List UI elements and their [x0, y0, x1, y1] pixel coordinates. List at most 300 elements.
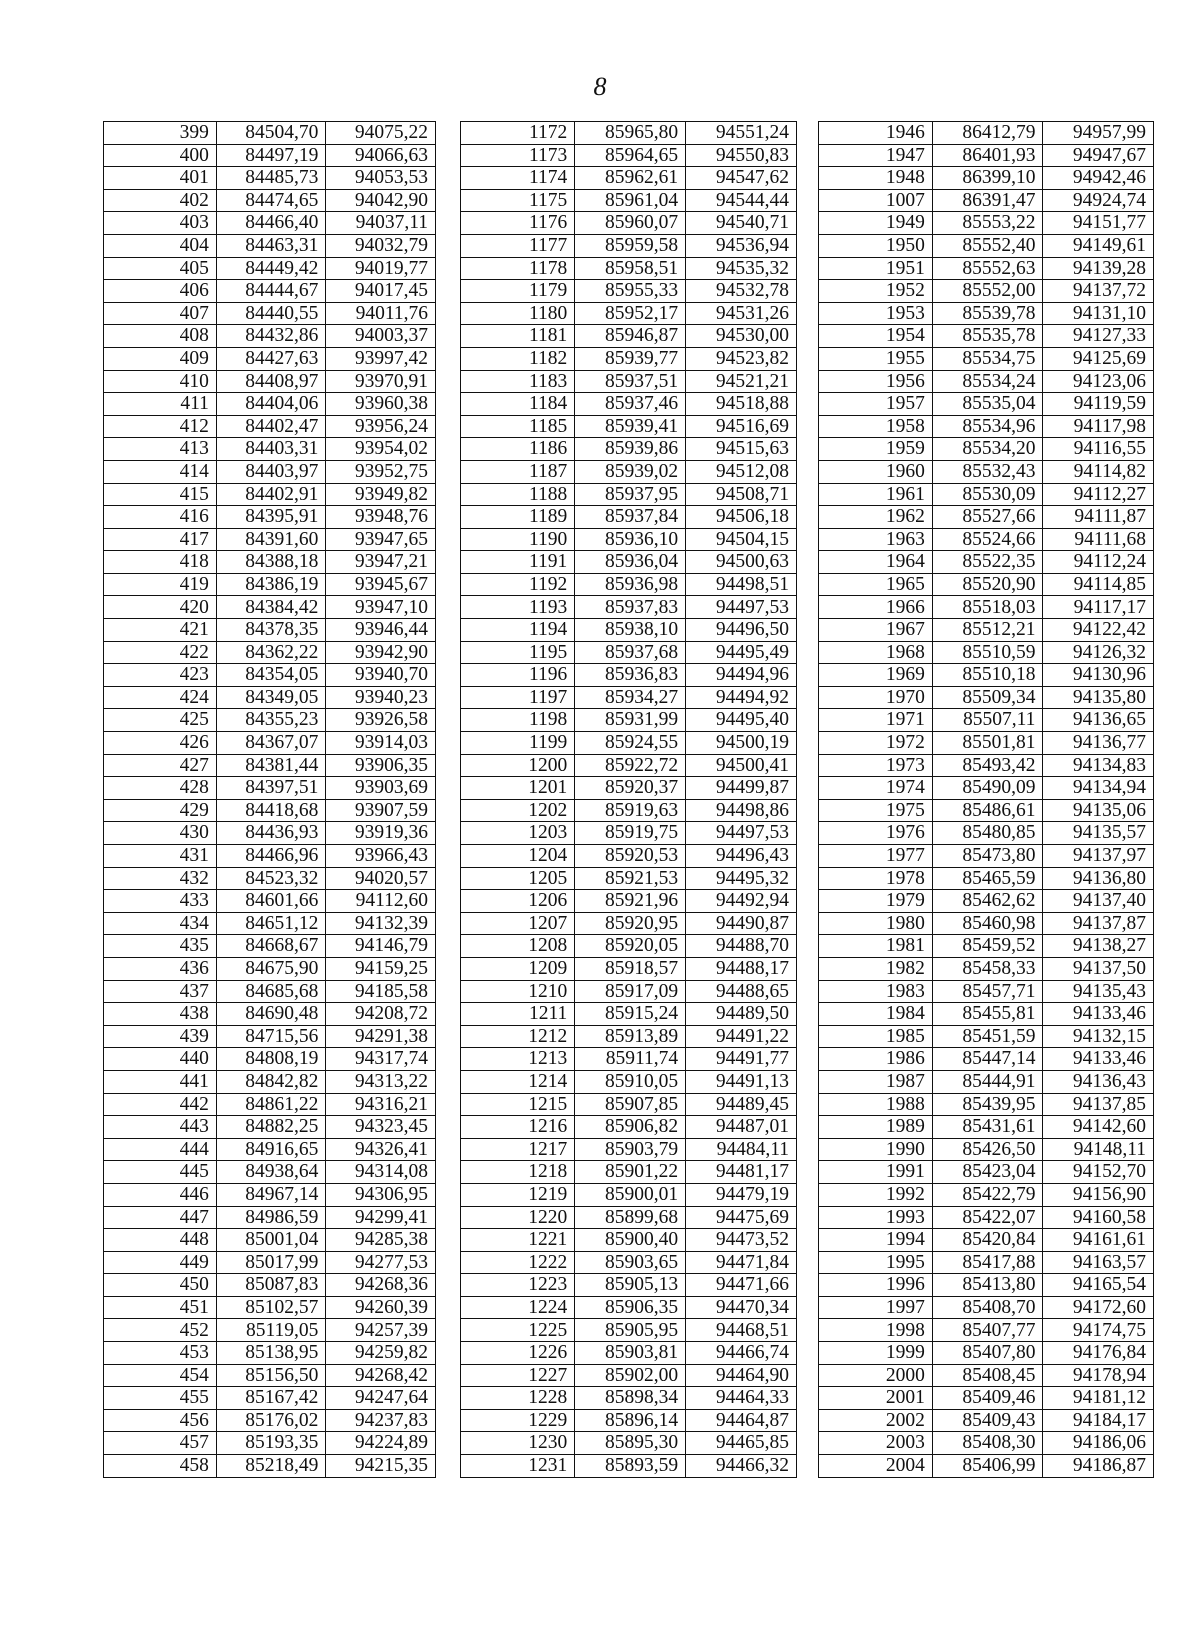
table-row — [819, 551, 1154, 574]
table-row — [819, 912, 1154, 935]
y-coordinate-cell: 94137,40 — [1043, 890, 1154, 913]
y-coordinate-cell: 94151,77 — [1043, 212, 1154, 235]
point-number-cell: 1972 — [819, 732, 933, 755]
point-number-cell: 454 — [104, 1364, 217, 1387]
table-row — [104, 393, 436, 416]
point-number-cell: 1956 — [819, 370, 933, 393]
point-number-cell: 1183 — [461, 370, 575, 393]
x-coordinate-cell: 85937,51 — [575, 370, 686, 393]
y-coordinate-cell: 93947,21 — [326, 551, 436, 574]
x-coordinate-cell: 85920,53 — [575, 845, 686, 868]
point-number-cell: 1218 — [461, 1161, 575, 1184]
point-number-cell: 417 — [104, 528, 217, 551]
x-coordinate-cell: 85903,79 — [575, 1138, 686, 1161]
y-coordinate-cell: 94130,96 — [1043, 664, 1154, 687]
x-coordinate-cell: 85522,35 — [932, 551, 1043, 574]
x-coordinate-cell: 85407,77 — [932, 1319, 1043, 1342]
y-coordinate-cell: 94957,99 — [1043, 122, 1154, 145]
x-coordinate-cell: 85510,18 — [932, 664, 1043, 687]
x-coordinate-cell: 85507,11 — [932, 709, 1043, 732]
x-coordinate-cell: 85939,77 — [575, 347, 686, 370]
point-number-cell: 1976 — [819, 822, 933, 845]
y-coordinate-cell: 94116,55 — [1043, 438, 1154, 461]
y-coordinate-cell: 94491,22 — [686, 1025, 797, 1048]
table-row — [819, 280, 1154, 303]
table-row — [819, 506, 1154, 529]
point-number-cell: 429 — [104, 799, 217, 822]
table-row — [819, 686, 1154, 709]
table-row — [461, 234, 797, 257]
point-number-cell: 2000 — [819, 1364, 933, 1387]
table-row — [104, 957, 436, 980]
y-coordinate-cell: 94317,74 — [326, 1048, 436, 1071]
y-coordinate-cell: 94465,85 — [686, 1432, 797, 1455]
y-coordinate-cell: 94148,11 — [1043, 1138, 1154, 1161]
x-coordinate-cell: 85534,75 — [932, 347, 1043, 370]
x-coordinate-cell: 85919,63 — [575, 799, 686, 822]
table-row — [104, 1183, 436, 1206]
y-coordinate-cell: 93966,43 — [326, 845, 436, 868]
table-row — [461, 1455, 797, 1478]
point-number-cell: 1231 — [461, 1455, 575, 1478]
y-coordinate-cell: 94136,80 — [1043, 867, 1154, 890]
point-number-cell: 1185 — [461, 415, 575, 438]
x-coordinate-cell: 85965,80 — [575, 122, 686, 145]
x-coordinate-cell: 85895,30 — [575, 1432, 686, 1455]
x-coordinate-cell: 85417,88 — [932, 1251, 1043, 1274]
table-row — [819, 732, 1154, 755]
point-number-cell: 1980 — [819, 912, 933, 935]
y-coordinate-cell: 94470,34 — [686, 1296, 797, 1319]
y-coordinate-cell: 94499,87 — [686, 777, 797, 800]
coordinates-table-1 — [103, 121, 436, 1478]
point-number-cell: 399 — [104, 122, 217, 145]
point-number-cell: 1993 — [819, 1206, 933, 1229]
point-number-cell: 1991 — [819, 1161, 933, 1184]
y-coordinate-cell: 94186,87 — [1043, 1455, 1154, 1478]
table-row — [461, 1342, 797, 1365]
table-row — [819, 1161, 1154, 1184]
table-row — [461, 867, 797, 890]
point-number-cell: 1952 — [819, 280, 933, 303]
point-number-cell: 401 — [104, 167, 217, 190]
x-coordinate-cell: 84402,91 — [216, 483, 326, 506]
y-coordinate-cell: 94137,72 — [1043, 280, 1154, 303]
y-coordinate-cell: 94156,90 — [1043, 1183, 1154, 1206]
x-coordinate-cell: 85915,24 — [575, 1003, 686, 1026]
x-coordinate-cell: 84418,68 — [216, 799, 326, 822]
y-coordinate-cell: 94491,13 — [686, 1070, 797, 1093]
y-coordinate-cell: 94484,11 — [686, 1138, 797, 1161]
x-coordinate-cell: 85896,14 — [575, 1409, 686, 1432]
point-number-cell: 433 — [104, 890, 217, 913]
page-number: 8 — [593, 72, 607, 101]
table-row — [104, 1251, 436, 1274]
x-coordinate-cell: 85501,81 — [932, 732, 1043, 755]
x-coordinate-cell: 84381,44 — [216, 754, 326, 777]
y-coordinate-cell: 94495,32 — [686, 867, 797, 890]
point-number-cell: 1982 — [819, 957, 933, 980]
y-coordinate-cell: 94139,28 — [1043, 257, 1154, 280]
table-row — [104, 1025, 436, 1048]
y-coordinate-cell: 94163,57 — [1043, 1251, 1154, 1274]
x-coordinate-cell: 85406,99 — [932, 1455, 1043, 1478]
point-number-cell: 435 — [104, 935, 217, 958]
point-number-cell: 410 — [104, 370, 217, 393]
table-row — [819, 709, 1154, 732]
x-coordinate-cell: 85937,95 — [575, 483, 686, 506]
x-coordinate-cell: 84497,19 — [216, 144, 326, 167]
x-coordinate-cell: 84690,48 — [216, 1003, 326, 1026]
y-coordinate-cell: 93919,36 — [326, 822, 436, 845]
table-row — [104, 1432, 436, 1455]
table-row — [104, 1319, 436, 1342]
point-number-cell: 1207 — [461, 912, 575, 935]
table-row — [104, 709, 436, 732]
point-number-cell: 1961 — [819, 483, 933, 506]
point-number-cell: 1216 — [461, 1116, 575, 1139]
table-row — [819, 980, 1154, 1003]
table-row — [461, 1116, 797, 1139]
point-number-cell: 451 — [104, 1296, 217, 1319]
y-coordinate-cell: 93960,38 — [326, 393, 436, 416]
table-row — [819, 438, 1154, 461]
y-coordinate-cell: 94268,36 — [326, 1274, 436, 1297]
x-coordinate-cell: 85422,07 — [932, 1206, 1043, 1229]
table-row — [819, 144, 1154, 167]
point-number-cell: 1990 — [819, 1138, 933, 1161]
table-row — [819, 189, 1154, 212]
y-coordinate-cell: 94137,97 — [1043, 845, 1154, 868]
point-number-cell: 1957 — [819, 393, 933, 416]
table-row — [104, 528, 436, 551]
table-row — [819, 890, 1154, 913]
point-number-cell: 1223 — [461, 1274, 575, 1297]
point-number-cell: 1984 — [819, 1003, 933, 1026]
point-number-cell: 440 — [104, 1048, 217, 1071]
table-row — [819, 460, 1154, 483]
y-coordinate-cell: 94259,82 — [326, 1342, 436, 1365]
point-number-cell: 420 — [104, 596, 217, 619]
y-coordinate-cell: 94260,39 — [326, 1296, 436, 1319]
x-coordinate-cell: 84404,06 — [216, 393, 326, 416]
point-number-cell: 1225 — [461, 1319, 575, 1342]
y-coordinate-cell: 94042,90 — [326, 189, 436, 212]
y-coordinate-cell: 94479,19 — [686, 1183, 797, 1206]
x-coordinate-cell: 84349,05 — [216, 686, 326, 709]
point-number-cell: 448 — [104, 1229, 217, 1252]
x-coordinate-cell: 85939,86 — [575, 438, 686, 461]
x-coordinate-cell: 84440,55 — [216, 302, 326, 325]
table-row — [461, 460, 797, 483]
point-number-cell: 402 — [104, 189, 217, 212]
y-coordinate-cell: 94550,83 — [686, 144, 797, 167]
x-coordinate-cell: 85936,98 — [575, 573, 686, 596]
table-row — [819, 415, 1154, 438]
x-coordinate-cell: 85921,53 — [575, 867, 686, 890]
x-coordinate-cell: 85934,27 — [575, 686, 686, 709]
point-number-cell: 1221 — [461, 1229, 575, 1252]
y-coordinate-cell: 94500,41 — [686, 754, 797, 777]
point-number-cell: 413 — [104, 438, 217, 461]
point-number-cell: 431 — [104, 845, 217, 868]
table-row — [461, 1138, 797, 1161]
x-coordinate-cell: 85905,13 — [575, 1274, 686, 1297]
table-row — [104, 822, 436, 845]
point-number-cell: 408 — [104, 325, 217, 348]
table-row — [461, 189, 797, 212]
point-number-cell: 1986 — [819, 1048, 933, 1071]
point-number-cell: 444 — [104, 1138, 217, 1161]
point-number-cell: 1202 — [461, 799, 575, 822]
x-coordinate-cell: 85920,05 — [575, 935, 686, 958]
x-coordinate-cell: 85017,99 — [216, 1251, 326, 1274]
point-number-cell: 1228 — [461, 1387, 575, 1410]
y-coordinate-cell: 93942,90 — [326, 641, 436, 664]
table-row — [819, 1138, 1154, 1161]
x-coordinate-cell: 84403,97 — [216, 460, 326, 483]
table-row — [461, 754, 797, 777]
table-row — [819, 167, 1154, 190]
table-row — [461, 1025, 797, 1048]
x-coordinate-cell: 84378,35 — [216, 619, 326, 642]
table-row — [461, 257, 797, 280]
table-row — [461, 1161, 797, 1184]
y-coordinate-cell: 94523,82 — [686, 347, 797, 370]
point-number-cell: 1193 — [461, 596, 575, 619]
x-coordinate-cell: 85447,14 — [932, 1048, 1043, 1071]
table-row — [461, 1206, 797, 1229]
y-coordinate-cell: 93947,65 — [326, 528, 436, 551]
point-number-cell: 1953 — [819, 302, 933, 325]
x-coordinate-cell: 84386,19 — [216, 573, 326, 596]
table-row — [819, 1251, 1154, 1274]
x-coordinate-cell: 84916,65 — [216, 1138, 326, 1161]
x-coordinate-cell: 85920,37 — [575, 777, 686, 800]
x-coordinate-cell: 85552,40 — [932, 234, 1043, 257]
table-row — [819, 370, 1154, 393]
y-coordinate-cell: 94536,94 — [686, 234, 797, 257]
coordinates-table-3 — [818, 121, 1154, 1478]
table-row — [819, 573, 1154, 596]
table-row — [461, 845, 797, 868]
y-coordinate-cell: 94160,58 — [1043, 1206, 1154, 1229]
point-number-cell: 1188 — [461, 483, 575, 506]
x-coordinate-cell: 85423,04 — [932, 1161, 1043, 1184]
x-coordinate-cell: 84967,14 — [216, 1183, 326, 1206]
x-coordinate-cell: 85408,70 — [932, 1296, 1043, 1319]
y-coordinate-cell: 94299,41 — [326, 1206, 436, 1229]
point-number-cell: 1960 — [819, 460, 933, 483]
point-number-cell: 455 — [104, 1387, 217, 1410]
x-coordinate-cell: 85534,20 — [932, 438, 1043, 461]
x-coordinate-cell: 85408,30 — [932, 1432, 1043, 1455]
y-coordinate-cell: 94159,25 — [326, 957, 436, 980]
point-number-cell: 1184 — [461, 393, 575, 416]
table-row — [104, 845, 436, 868]
table-row — [819, 483, 1154, 506]
x-coordinate-cell: 85524,66 — [932, 528, 1043, 551]
table-row — [104, 1342, 436, 1365]
y-coordinate-cell: 94176,84 — [1043, 1342, 1154, 1365]
point-number-cell: 1219 — [461, 1183, 575, 1206]
point-number-cell: 436 — [104, 957, 217, 980]
table-row — [104, 1455, 436, 1478]
x-coordinate-cell: 84402,47 — [216, 415, 326, 438]
table-row — [461, 438, 797, 461]
x-coordinate-cell: 85922,72 — [575, 754, 686, 777]
y-coordinate-cell: 93947,10 — [326, 596, 436, 619]
point-number-cell: 1208 — [461, 935, 575, 958]
table-row — [461, 912, 797, 935]
point-number-cell: 452 — [104, 1319, 217, 1342]
table-row — [819, 302, 1154, 325]
point-number-cell: 1948 — [819, 167, 933, 190]
point-number-cell: 1187 — [461, 460, 575, 483]
x-coordinate-cell: 84466,40 — [216, 212, 326, 235]
table-row — [104, 1116, 436, 1139]
y-coordinate-cell: 94181,12 — [1043, 1387, 1154, 1410]
table-row — [104, 641, 436, 664]
x-coordinate-cell: 85902,00 — [575, 1364, 686, 1387]
y-coordinate-cell: 94136,65 — [1043, 709, 1154, 732]
table-row — [819, 1319, 1154, 1342]
y-coordinate-cell: 94123,06 — [1043, 370, 1154, 393]
point-number-cell: 1967 — [819, 619, 933, 642]
y-coordinate-cell: 94495,49 — [686, 641, 797, 664]
y-coordinate-cell: 94174,75 — [1043, 1319, 1154, 1342]
x-coordinate-cell: 84466,96 — [216, 845, 326, 868]
table-row — [461, 483, 797, 506]
point-number-cell: 416 — [104, 506, 217, 529]
table-row — [461, 167, 797, 190]
x-coordinate-cell: 85911,74 — [575, 1048, 686, 1071]
y-coordinate-cell: 94488,65 — [686, 980, 797, 1003]
x-coordinate-cell: 84986,59 — [216, 1206, 326, 1229]
y-coordinate-cell: 94326,41 — [326, 1138, 436, 1161]
point-number-cell: 1007 — [819, 189, 933, 212]
y-coordinate-cell: 94122,42 — [1043, 619, 1154, 642]
table-row — [461, 935, 797, 958]
point-number-cell: 1189 — [461, 506, 575, 529]
y-coordinate-cell: 94487,01 — [686, 1116, 797, 1139]
point-number-cell: 1954 — [819, 325, 933, 348]
table-row — [104, 799, 436, 822]
point-number-cell: 414 — [104, 460, 217, 483]
x-coordinate-cell: 84861,22 — [216, 1093, 326, 1116]
x-coordinate-cell: 85512,21 — [932, 619, 1043, 642]
y-coordinate-cell: 94947,67 — [1043, 144, 1154, 167]
point-number-cell: 1973 — [819, 754, 933, 777]
table-row — [461, 619, 797, 642]
x-coordinate-cell: 85490,09 — [932, 777, 1043, 800]
y-coordinate-cell: 94126,32 — [1043, 641, 1154, 664]
y-coordinate-cell: 94551,24 — [686, 122, 797, 145]
point-number-cell: 1222 — [461, 1251, 575, 1274]
x-coordinate-cell: 84449,42 — [216, 257, 326, 280]
x-coordinate-cell: 85937,84 — [575, 506, 686, 529]
y-coordinate-cell: 93903,69 — [326, 777, 436, 800]
x-coordinate-cell: 84367,07 — [216, 732, 326, 755]
table-row — [819, 1387, 1154, 1410]
x-coordinate-cell: 85460,98 — [932, 912, 1043, 935]
x-coordinate-cell: 85218,49 — [216, 1455, 326, 1478]
y-coordinate-cell: 94496,50 — [686, 619, 797, 642]
y-coordinate-cell: 94291,38 — [326, 1025, 436, 1048]
point-number-cell: 1190 — [461, 528, 575, 551]
table-row — [104, 1409, 436, 1432]
table-row — [819, 1183, 1154, 1206]
x-coordinate-cell: 84675,90 — [216, 957, 326, 980]
y-coordinate-cell: 94137,85 — [1043, 1093, 1154, 1116]
table-row — [104, 1161, 436, 1184]
table-row — [104, 280, 436, 303]
table-row — [461, 1409, 797, 1432]
x-coordinate-cell: 85905,95 — [575, 1319, 686, 1342]
x-coordinate-cell: 85459,52 — [932, 935, 1043, 958]
table-row — [461, 1251, 797, 1274]
x-coordinate-cell: 85462,62 — [932, 890, 1043, 913]
y-coordinate-cell: 94132,39 — [326, 912, 436, 935]
x-coordinate-cell: 85955,33 — [575, 280, 686, 303]
y-coordinate-cell: 94924,74 — [1043, 189, 1154, 212]
x-coordinate-cell: 85102,57 — [216, 1296, 326, 1319]
x-coordinate-cell: 85553,22 — [932, 212, 1043, 235]
x-coordinate-cell: 84938,64 — [216, 1161, 326, 1184]
y-coordinate-cell: 94475,69 — [686, 1206, 797, 1229]
point-number-cell: 404 — [104, 234, 217, 257]
table-row — [461, 1048, 797, 1071]
x-coordinate-cell: 84882,25 — [216, 1116, 326, 1139]
point-number-cell: 1981 — [819, 935, 933, 958]
table-row — [104, 460, 436, 483]
x-coordinate-cell: 84523,32 — [216, 867, 326, 890]
x-coordinate-cell: 85937,68 — [575, 641, 686, 664]
y-coordinate-cell: 94112,27 — [1043, 483, 1154, 506]
y-coordinate-cell: 94208,72 — [326, 1003, 436, 1026]
point-number-cell: 1959 — [819, 438, 933, 461]
y-coordinate-cell: 94464,87 — [686, 1409, 797, 1432]
y-coordinate-cell: 94506,18 — [686, 506, 797, 529]
x-coordinate-cell: 85900,40 — [575, 1229, 686, 1252]
y-coordinate-cell: 94466,32 — [686, 1455, 797, 1478]
x-coordinate-cell: 84391,60 — [216, 528, 326, 551]
point-number-cell: 457 — [104, 1432, 217, 1455]
table-row — [461, 1319, 797, 1342]
point-number-cell: 456 — [104, 1409, 217, 1432]
point-number-cell: 1977 — [819, 845, 933, 868]
point-number-cell: 428 — [104, 777, 217, 800]
x-coordinate-cell: 85473,80 — [932, 845, 1043, 868]
point-number-cell: 1968 — [819, 641, 933, 664]
y-coordinate-cell: 94306,95 — [326, 1183, 436, 1206]
y-coordinate-cell: 94224,89 — [326, 1432, 436, 1455]
y-coordinate-cell: 94136,77 — [1043, 732, 1154, 755]
x-coordinate-cell: 85520,90 — [932, 573, 1043, 596]
x-coordinate-cell: 85465,59 — [932, 867, 1043, 890]
y-coordinate-cell: 94146,79 — [326, 935, 436, 958]
y-coordinate-cell: 94323,45 — [326, 1116, 436, 1139]
table-row — [819, 1342, 1154, 1365]
point-number-cell: 1181 — [461, 325, 575, 348]
table-row — [819, 1409, 1154, 1432]
point-number-cell: 1999 — [819, 1342, 933, 1365]
y-coordinate-cell: 94494,92 — [686, 686, 797, 709]
y-coordinate-cell: 94496,43 — [686, 845, 797, 868]
table-row — [461, 1093, 797, 1116]
x-coordinate-cell: 85409,46 — [932, 1387, 1043, 1410]
table-row — [461, 1296, 797, 1319]
